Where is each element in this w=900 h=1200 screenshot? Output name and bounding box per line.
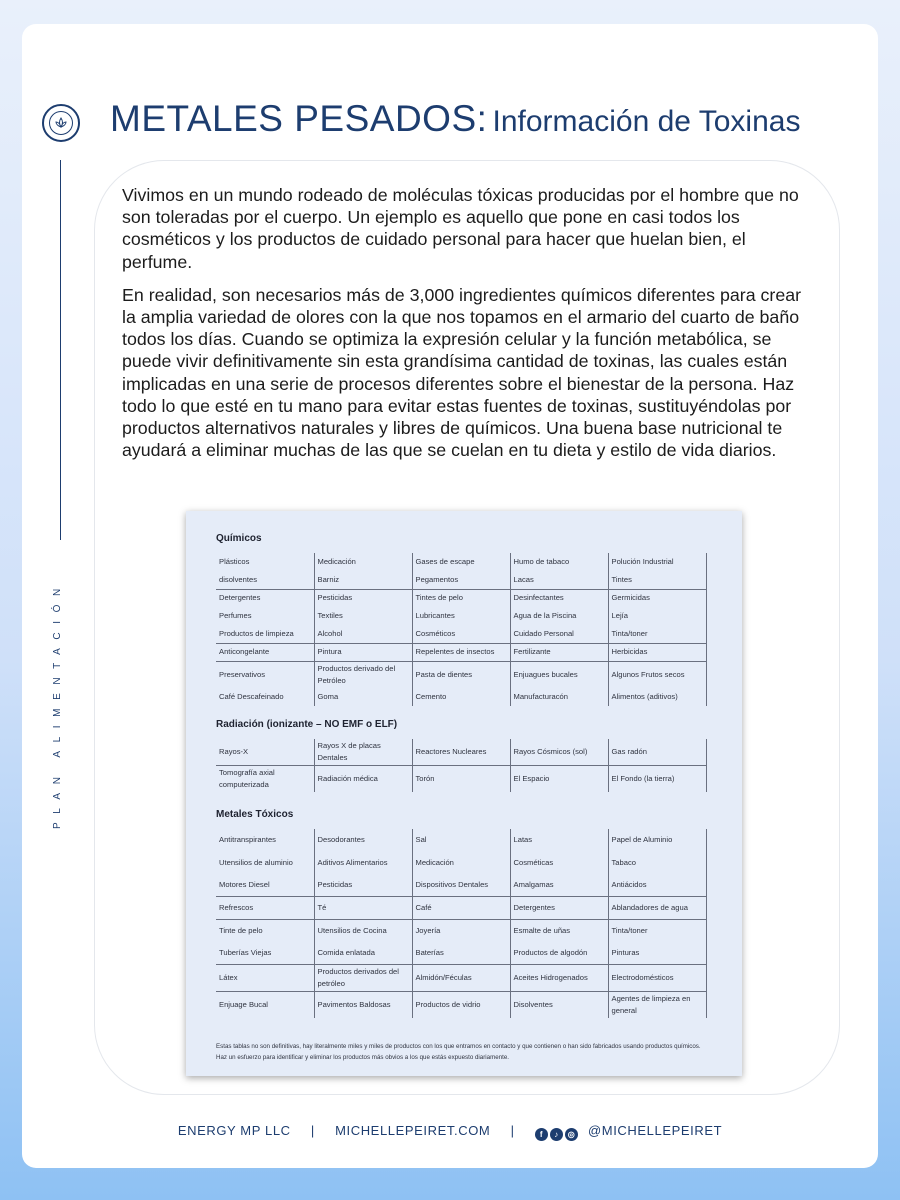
table-cell: Goma xyxy=(314,688,412,706)
table-cell: Lubricantes xyxy=(412,607,510,625)
toxins-table-photo xyxy=(186,511,742,1076)
table-row xyxy=(216,571,706,589)
footer xyxy=(0,1123,900,1141)
table-cell: Cuidado Personal xyxy=(510,625,608,643)
table-cell: Cosméticas xyxy=(510,852,608,875)
tiktok-icon[interactable]: ♪ xyxy=(550,1128,563,1141)
table-cell: Repelentes de insectos xyxy=(412,643,510,661)
table-cell: Productos de algodón xyxy=(510,942,608,965)
table-cell: Comida enlatada xyxy=(314,942,412,965)
table-cell: Desodorantes xyxy=(314,829,412,852)
footer-divider: | xyxy=(310,1123,315,1138)
table-cell: Detergentes xyxy=(510,897,608,920)
table-cell: Lacas xyxy=(510,571,608,589)
footer-divider: | xyxy=(510,1123,515,1138)
table-cell: Herbicidas xyxy=(608,643,706,661)
table-cell: Pasta de dientes xyxy=(412,661,510,688)
metales-table xyxy=(216,829,707,1018)
table-cell: Pesticidas xyxy=(314,874,412,897)
table-cell: Látex xyxy=(216,964,314,991)
table-cell: Anticongelante xyxy=(216,643,314,661)
table-cell: Papel de Aluminio xyxy=(608,829,706,852)
table-row xyxy=(216,852,706,875)
quimicos-table xyxy=(216,553,707,706)
page-title xyxy=(110,98,800,140)
instagram-icon[interactable]: ◎ xyxy=(565,1128,578,1141)
table-cell: Pintura xyxy=(314,643,412,661)
table-cell: Perfumes xyxy=(216,607,314,625)
social-icons xyxy=(535,1128,578,1141)
table-cell: Tintes de pelo xyxy=(412,589,510,607)
footer-website-link[interactable]: MICHELLEPEIRET.COM xyxy=(335,1123,491,1138)
table-cell: Ablandadores de agua xyxy=(608,897,706,920)
table-cell: Detergentes xyxy=(216,589,314,607)
table-cell: Plásticos xyxy=(216,553,314,571)
table-row xyxy=(216,991,706,1018)
metales-heading: Metales Tóxicos xyxy=(216,809,294,820)
table-cell: Humo de tabaco xyxy=(510,553,608,571)
table-cell: Lejía xyxy=(608,607,706,625)
table-cell: Amalgamas xyxy=(510,874,608,897)
table-row xyxy=(216,919,706,942)
table-cell: Antitranspirantes xyxy=(216,829,314,852)
table-cell: Pavimentos Baldosas xyxy=(314,991,412,1018)
table-cell: Sal xyxy=(412,829,510,852)
table-cell: Medicación xyxy=(412,852,510,875)
table-cell: Pegamentos xyxy=(412,571,510,589)
table-row xyxy=(216,942,706,965)
table-cell: Enjuagues bucales xyxy=(510,661,608,688)
table-row xyxy=(216,739,706,766)
table-cell: Barniz xyxy=(314,571,412,589)
table-cell: Tinta/toner xyxy=(608,919,706,942)
title-main: METALES PESADOS: xyxy=(110,98,488,139)
table-cell: El Fondo (la tierra) xyxy=(608,766,706,793)
paragraph-1: Vivimos en un mundo rodeado de moléculas tóxicas producidas por el hombre que no son toleradas por el cuerpo. Un ejemplo es aquello que pone en casi todos los cosméticos y los productos de cuidado personal para hacer que huelan bien, el perfume. xyxy=(122,185,799,272)
table-cell: Gases de escape xyxy=(412,553,510,571)
table-cell: Café xyxy=(412,897,510,920)
title-sub: Información de Toxinas xyxy=(492,105,801,138)
table-row xyxy=(216,829,706,852)
table-row xyxy=(216,964,706,991)
table-cell: Motores Diesel xyxy=(216,874,314,897)
table-cell: El Espacio xyxy=(510,766,608,793)
table-cell: Tuberías Viejas xyxy=(216,942,314,965)
table-cell: Aceites Hidrogenados xyxy=(510,964,608,991)
table-cell: Preservativos xyxy=(216,661,314,688)
table-cell: Aditivos Alimentarios xyxy=(314,852,412,875)
table-row xyxy=(216,625,706,643)
table-cell: Disolventes xyxy=(510,991,608,1018)
table-row xyxy=(216,607,706,625)
table-cell: Torón xyxy=(412,766,510,793)
table-cell: Tintes xyxy=(608,571,706,589)
table-cell: Alimentos (aditivos) xyxy=(608,688,706,706)
table-cell: Agua de la Piscina xyxy=(510,607,608,625)
table-cell: Agentes de limpieza en general xyxy=(608,991,706,1018)
table-cell: Rayos Cósmicos (sol) xyxy=(510,739,608,766)
table-row xyxy=(216,897,706,920)
table-cell: disolventes xyxy=(216,571,314,589)
table-cell: Pinturas xyxy=(608,942,706,965)
table-cell: Desinfectantes xyxy=(510,589,608,607)
facebook-icon[interactable]: f xyxy=(535,1128,548,1141)
table-cell: Productos derivados del petróleo xyxy=(314,964,412,991)
table-cell: Pesticidas xyxy=(314,589,412,607)
table-row xyxy=(216,688,706,706)
table-cell: Baterías xyxy=(412,942,510,965)
table-cell: Café Descafeinado xyxy=(216,688,314,706)
table-cell: Productos de limpieza xyxy=(216,625,314,643)
table-cell: Algunos Frutos secos xyxy=(608,661,706,688)
table-footnote: Estas tablas no son definitivas, hay literalmente miles y miles de productos con los que entramos en contacto y que contienen o han sido fabricados usando productos químicos. Haz un esfuerzo para identificar y eliminar los productos más obvios a los que estás expuesto diariamente. xyxy=(216,1043,701,1061)
sidebar-divider-top xyxy=(60,160,61,540)
footer-handle[interactable]: @MICHELLEPEIRET xyxy=(587,1123,723,1138)
table-cell: Rayos X de placas Dentales xyxy=(314,739,412,766)
table-cell: Almidón/Féculas xyxy=(412,964,510,991)
table-cell: Tomografía axial computerizada xyxy=(216,766,314,793)
radiacion-heading: Radiación (ionizante – NO EMF o ELF) xyxy=(216,719,398,730)
table-cell: Esmalte de uñas xyxy=(510,919,608,942)
table-cell: Germicidas xyxy=(608,589,706,607)
table-cell: Radiación médica xyxy=(314,766,412,793)
table-cell: Reactores Nucleares xyxy=(412,739,510,766)
table-cell: Utensilios de aluminio xyxy=(216,852,314,875)
table-cell: Manufacturacón xyxy=(510,688,608,706)
table-cell: Rayos-X xyxy=(216,739,314,766)
body-text xyxy=(122,184,812,472)
table-row xyxy=(216,661,706,688)
table-cell: Polución Industrial xyxy=(608,553,706,571)
table-cell: Tinta/toner xyxy=(608,625,706,643)
table-cell: Refrescos xyxy=(216,897,314,920)
table-cell: Electrodomésticos xyxy=(608,964,706,991)
footer-company: ENERGY MP LLC xyxy=(177,1123,291,1138)
table-row xyxy=(216,874,706,897)
table-cell: Productos derivado del Petróleo xyxy=(314,661,412,688)
table-cell: Enjuage Bucal xyxy=(216,991,314,1018)
table-row xyxy=(216,766,706,793)
paragraph-2: En realidad, son necesarios más de 3,000 ingredientes químicos diferentes para crear la amplia variedad de olores con la que nos topamos en el armario del cuarto de baño todos los días. Cuando se optimiza la expresión celular y la función metabólica, se puede vivir definitivamente sin esta grandísima cantidad de toxinas, las cuales están implicadas en una serie de procesos diferentes sobre el bienestar de la persona. Haz todo lo que esté en tu mano para evitar estas fuentes de toxinas, sustituyéndolas por productos alternativos naturales y libres de químicos. Una buena base nutricional te ayudará a eliminar muchas de las que se cuelan en tu dieta y estilo de vida diarios. xyxy=(122,284,802,461)
table-cell: Dispositivos Dentales xyxy=(412,874,510,897)
table-cell: Cemento xyxy=(412,688,510,706)
quimicos-heading: Químicos xyxy=(216,533,262,544)
table-cell: Cosméticos xyxy=(412,625,510,643)
table-cell: Tinte de pelo xyxy=(216,919,314,942)
radiacion-table xyxy=(216,739,707,792)
table-cell: Medicación xyxy=(314,553,412,571)
table-row xyxy=(216,589,706,607)
table-row xyxy=(216,553,706,571)
lotus-logo-icon xyxy=(42,104,80,142)
table-cell: Textiles xyxy=(314,607,412,625)
table-cell: Utensilios de Cocina xyxy=(314,919,412,942)
table-cell: Joyería xyxy=(412,919,510,942)
table-cell: Té xyxy=(314,897,412,920)
table-cell: Alcohol xyxy=(314,625,412,643)
table-cell: Gas radón xyxy=(608,739,706,766)
table-row xyxy=(216,643,706,661)
sidebar-vertical-label: PLAN ALIMENTACIÓN xyxy=(52,580,63,830)
table-cell: Latas xyxy=(510,829,608,852)
table-cell: Fertilizante xyxy=(510,643,608,661)
table-cell: Antiácidos xyxy=(608,874,706,897)
table-cell: Productos de vidrio xyxy=(412,991,510,1018)
table-cell: Tabaco xyxy=(608,852,706,875)
